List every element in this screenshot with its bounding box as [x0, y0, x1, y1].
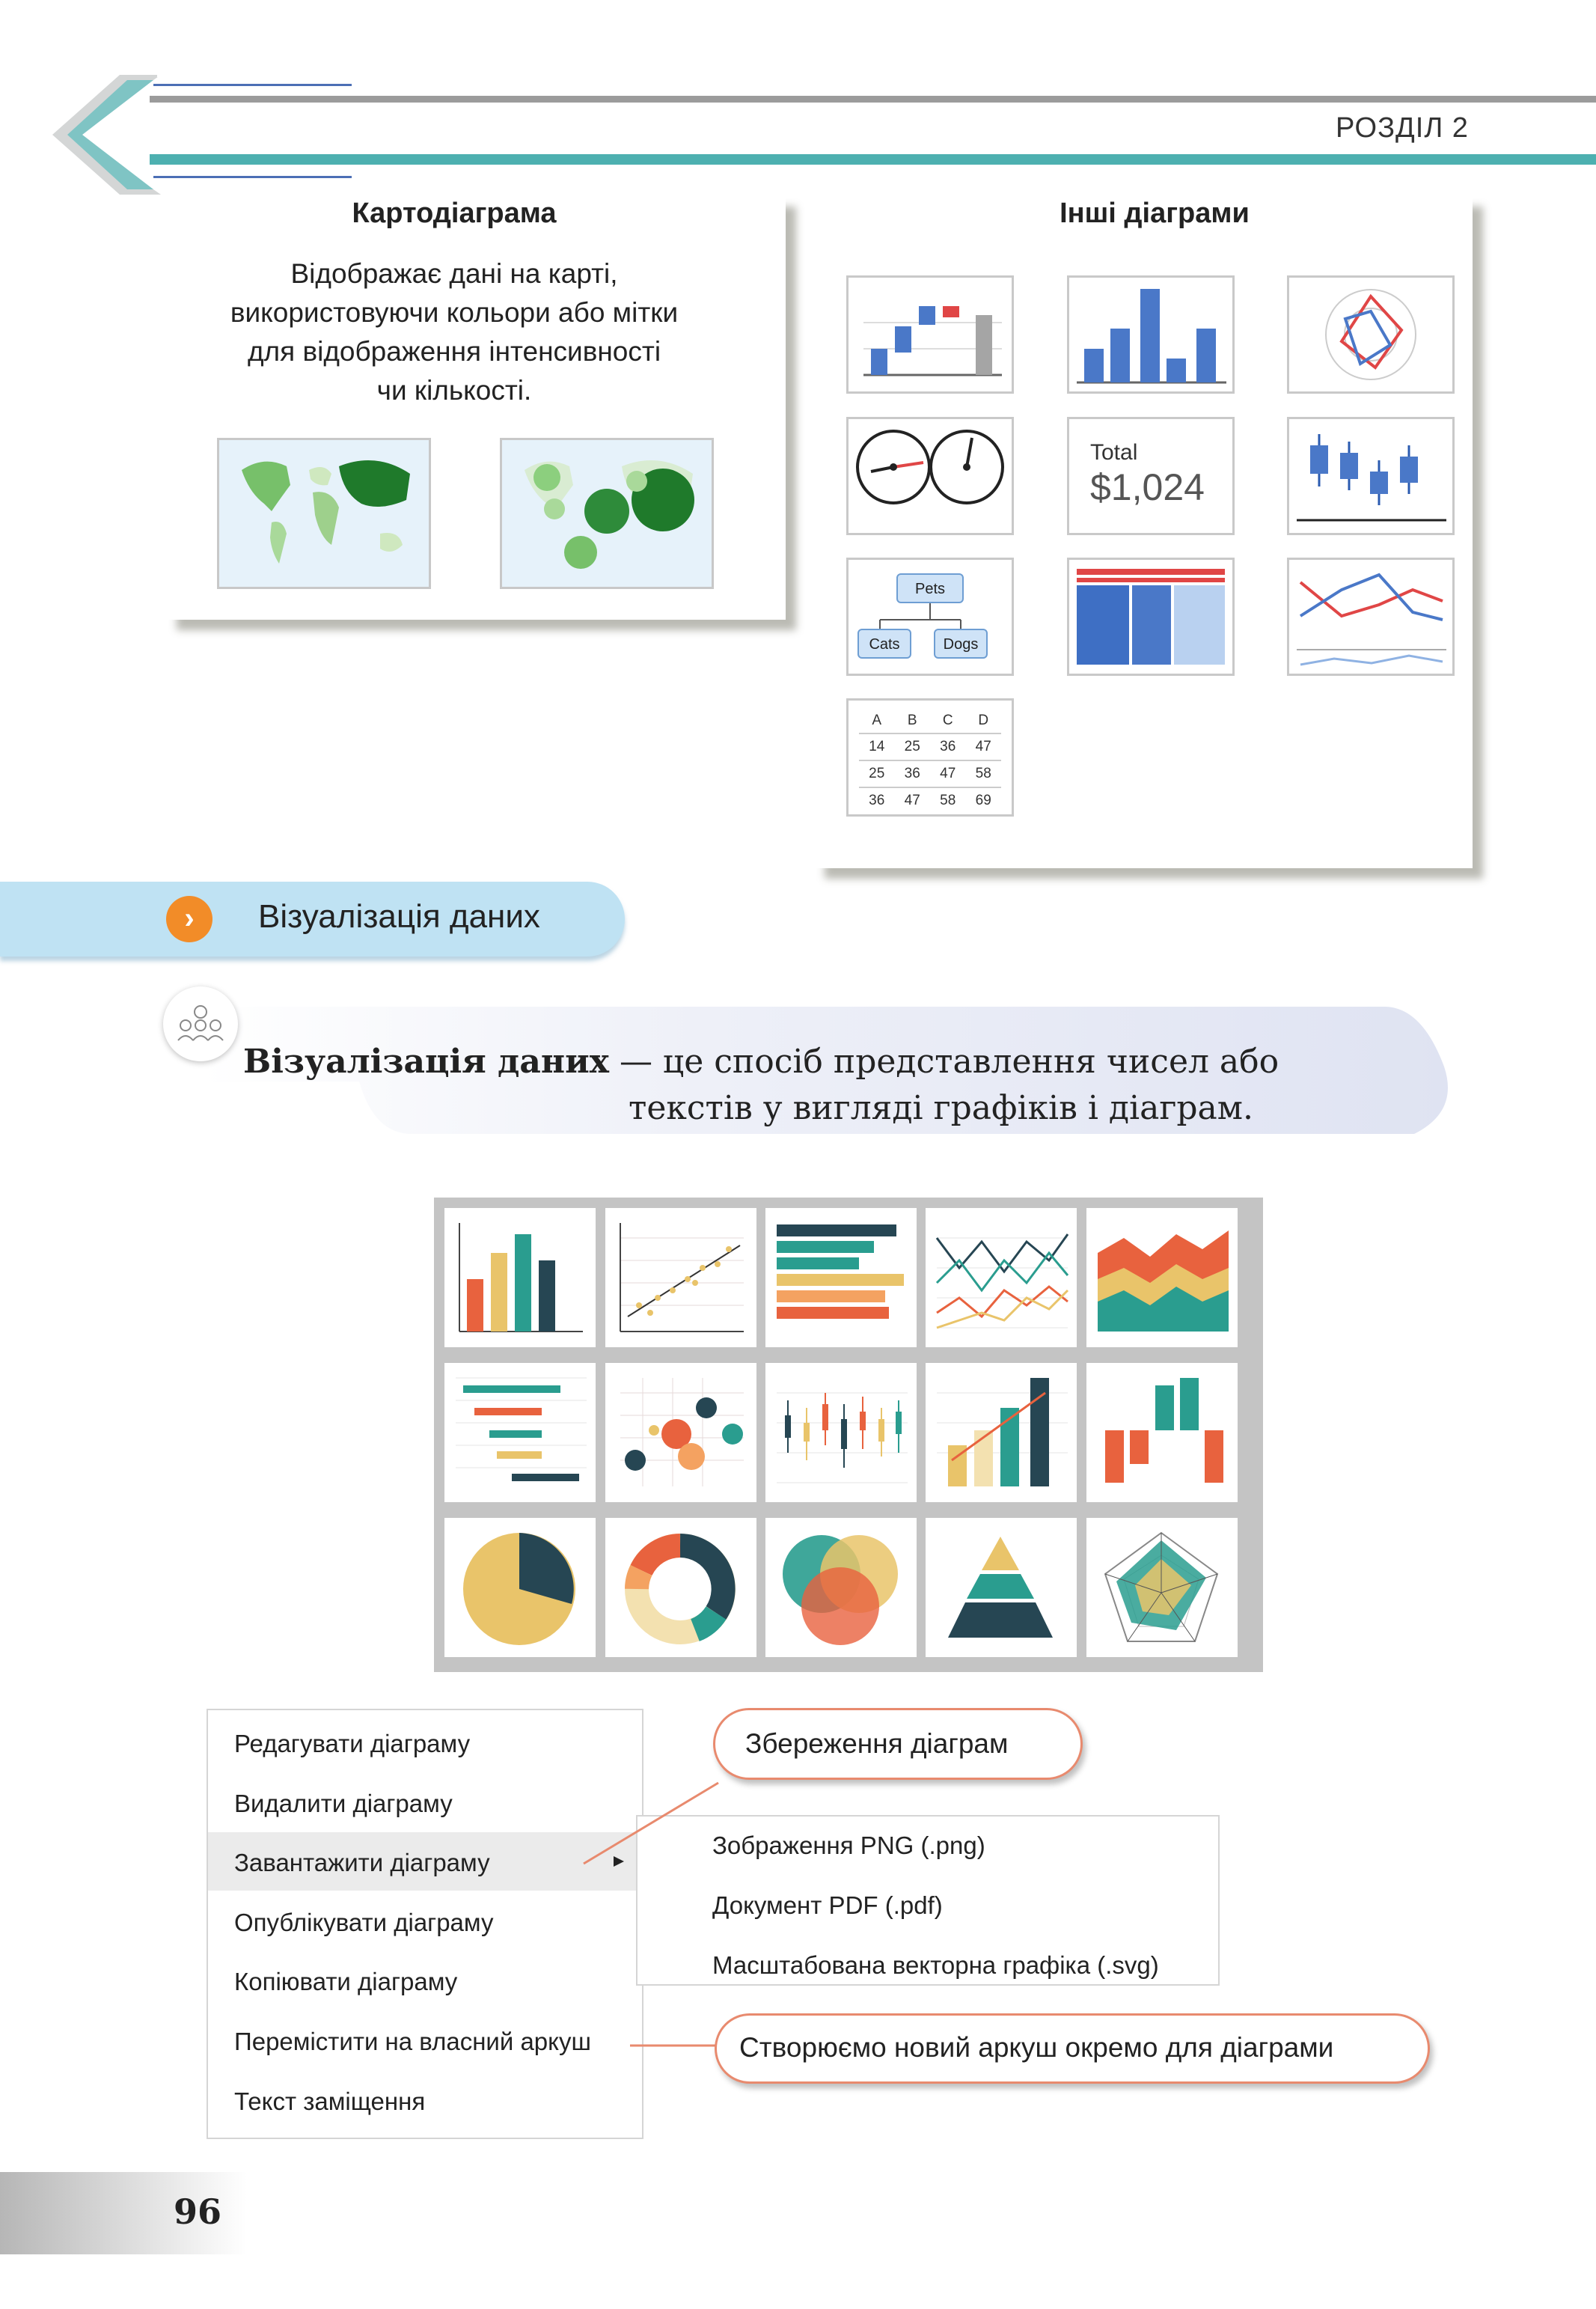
table-cell: 58: [940, 793, 956, 808]
section-heading: Візуалізація даних: [258, 898, 540, 935]
description-line: чи кількості.: [376, 375, 532, 406]
chevron-right-icon: ›: [166, 896, 213, 942]
org-node-root: Pets: [896, 573, 964, 603]
table-header-cell: D: [978, 712, 989, 728]
map-card-title: Картодіаграма: [352, 198, 557, 229]
page-number: 96: [174, 2191, 222, 2232]
callout-save-charts: [713, 1708, 1083, 1780]
description-line: використовуючи кольори або мітки: [230, 297, 679, 328]
menu-item-label: Текст заміщення: [234, 2087, 426, 2115]
menu-item-label: Завантажити діаграму: [234, 1849, 490, 1876]
org-node-child: Dogs: [934, 629, 988, 659]
definition-text: — це спосіб представлення чисел або: [608, 1043, 1279, 1081]
definition-term: Візуалізація даних: [243, 1043, 609, 1081]
submenu-item-png[interactable]: Зображення PNG (.png): [712, 1831, 985, 1859]
table-header-cell: B: [907, 712, 917, 728]
menu-item-label: Копіювати діаграму: [234, 1968, 458, 1995]
org-node-child: Cats: [857, 629, 911, 659]
table-cell: 25: [869, 766, 885, 781]
table-cell: 47: [940, 766, 956, 781]
callout-new-sheet: [715, 2013, 1430, 2084]
scorecard-value: $1,024: [1090, 466, 1205, 508]
table-cell: 69: [975, 793, 991, 808]
description-line: для відображення інтенсивності: [247, 336, 661, 367]
table-cell: 36: [940, 739, 956, 754]
callout-text: Створюємо новий аркуш окремо для діаграми: [739, 2032, 1334, 2063]
table-cell: 25: [904, 739, 920, 754]
menu-item-label: Видалити діаграму: [234, 1790, 453, 1817]
section-label: РОЗДІЛ 2: [1336, 112, 1469, 144]
scorecard-label: Total: [1090, 440, 1138, 465]
table-cell: 58: [975, 766, 991, 781]
callout-text: Збереження діаграм: [745, 1728, 1009, 1759]
description-line: Відображає дані на карті,: [290, 258, 618, 289]
menu-item-label: Опублікувати діаграму: [234, 1909, 494, 1936]
table-header-cell: C: [942, 712, 953, 728]
table-cell: 14: [869, 739, 885, 754]
other-charts-title: Інші діаграми: [1060, 198, 1250, 229]
menu-item-label: Редагувати діаграму: [234, 1730, 471, 1757]
menu-item-label: Перемістити на власний аркуш: [234, 2028, 591, 2055]
submenu-item-pdf[interactable]: Документ PDF (.pdf): [712, 1891, 943, 1919]
table-header-cell: A: [872, 712, 882, 728]
submenu-item-svg[interactable]: Масштабована векторна графіка (.svg): [712, 1951, 1159, 1979]
table-cell: 36: [869, 793, 885, 808]
table-cell: 36: [904, 766, 920, 781]
table-cell: 47: [904, 793, 920, 808]
definition-line: текстів у вигляді графіків і діаграм.: [629, 1089, 1253, 1127]
table-cell: 47: [975, 739, 991, 754]
